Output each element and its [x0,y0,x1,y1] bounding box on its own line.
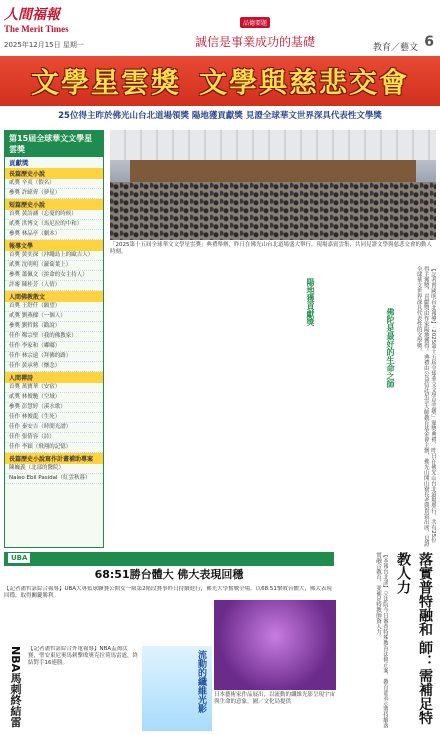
sidebar-winner: 佳作 張倩容（詩） [5,433,103,443]
article-heading-2: 佛陀是最好的生命之師 [386,308,395,388]
headline-banner [0,56,440,106]
photo-caption: 「2025第十五屆全球華文文學星雲獎」典禮舉辦，昨日在佛光山台北道場盛大舉行，現場嘉賓雲集，共同見證文學與慈悲交會的動人時刻。 [110,242,433,255]
sidebar-winner: Naleo Ebil Pasidal（紅雲秋暮） [5,474,103,484]
sidebar-winner: 佳作 林俊龍（生死） [5,413,103,423]
subheadline: 25位得主昨於佛光山台北道場領獎 陽地獲貢獻獎 見證全球華文世界深具代表性文學獎 [58,111,382,121]
sidebar-winner: 佳作 李穎（飛翔的記憶） [5,443,103,453]
sidebar-winner: 佳作 黃承勢（懷念） [5,362,103,372]
headline-part-2: 文學與慈悲交會 [199,66,410,99]
sidebar-winner: 參獎 林品亭（劇本） [5,230,103,240]
sidebar-winner: 佳作 李家和（嘟嘟） [5,342,103,352]
sidebar-category: 報導文學 [5,240,103,251]
headline-part-1: 文學星雲獎 [30,66,181,99]
article-heading-1: 陽地獲貢獻獎 [306,278,315,326]
slogan-text: 誠信是事業成功的基礎 [194,35,315,49]
art-exhibit-photo [214,600,336,690]
uba-tag: UBA [8,553,30,563]
sidebar-category: 人間禪詩 [5,372,103,383]
masthead [0,0,440,56]
logo-english: The Merit Times [4,24,69,34]
sidebar-subtitle: 貢獻獎 [9,159,29,167]
photo-ceiling [110,130,436,160]
slogan-box [190,10,320,50]
sidebar-winner: 貳獎 林俊馳（空域） [5,393,103,403]
sidebar-title: 第15屆全球華文文學星雲獎 [5,131,103,157]
sidebar-winner: 參獎 許暐齊（夢星） [5,189,103,199]
uba-body: 【記者潘哲諺綜合報導】UBA大專籃球聯賽公開女一級第2階段賽事昨日持續進行，佛光大學奮戰全場，以68:51擊敗台體大，佛大表現回穩，取得關鍵勝利。 [4,586,332,599]
sidebar-winner: 參獎 劉哲銘（勸說） [5,322,103,332]
photo-crowd [110,182,436,240]
nba-body: 【記者潘哲諺綜合外電報導】NBA盃淘汰賽，聖安東尼奧馬刺擊敗奧克拉荷馬雷霆，終結對手16連勝。 [28,646,138,666]
sidebar-winner: 貳獎 沈明明（蘿蔔葉上） [5,261,103,271]
special-ed-body: 【本報台北訊】立法院今日審查特殊教育法修正案，教育部表示將持續落實融合教育，並補足特教師資人力。 [375,552,388,728]
sidebar-winner: 貳獎 辛夷（假名） [5,179,103,189]
sidebar-winner: 參獎 蕭佩文（拚命的女主持人） [5,271,103,281]
sidebar-category: 短篇歷史小說 [5,199,103,210]
nba-headline: NBA馬刺終結雷 [9,646,22,728]
sidebar-list [5,168,103,484]
photo-stage [130,160,416,182]
winners-sidebar [4,130,104,548]
sidebar-winner: 貳獎 洪博文（馬尼拉的中和） [5,220,103,230]
sidebar-winner: 佳作 鄭宗聖（我的佛教家） [5,332,103,342]
issue-date: 2025年12月15日 星期一 [4,41,84,49]
uba-band [4,552,334,566]
newspaper-logo [4,4,74,38]
sidebar-winner: 首獎 萬寶華（安宿） [5,383,103,393]
sidebar-winner: 陳巍義（北部的醫院） [5,464,103,474]
special-ed-headline: 落實普特融和 師：需補足特教人力 [395,552,433,725]
sidebar-category: 長篇歷史小說寫作計畫補助專案 [5,453,103,464]
logo-chinese: 人間福報 [4,7,60,23]
main-article [110,266,436,548]
uba-headline: 68:51勝台體大 佛大表現回穩 [94,568,244,581]
sidebar-category: 長篇歷史小說 [5,168,103,179]
sidebar-winner: 貳獎 劉燕樑（一個人） [5,312,103,322]
sidebar-winner: 首獎 黃詩涵（忘憂的時候） [5,210,103,220]
ceremony-photo [110,130,436,240]
blue-art-title: 流動的纖維光影 [196,650,206,713]
sidebar-winner: 首獎 王舒仟（願望） [5,302,103,312]
sidebar-winner: 評審 陳桂芳（人情） [5,281,103,291]
blue-art-panel [142,646,212,731]
page-number: 6 [424,34,434,50]
article-body: 【記者曾國明台北報導】「2025第十五屆全球華文文學星雲獎」頒獎典禮，昨日在佛光山台北道場舉行，共有25位得主獲獎，貢獻獎由作家陽地獲得。典禮由公益信託星雲大師教育基金會主辦，佛光山開山寮長老與貴賓出席，見證全球華文世界深具代表性的文學獎。 [415,266,436,547]
sidebar-winner: 佳作 秦安吉（時間光譜） [5,423,103,433]
sidebar-winner: 佳作 林宗遠（拜佛的路） [5,352,103,362]
slogan-tag: 品德要題 [240,17,270,28]
sidebar-category: 人間佛教散文 [5,291,103,302]
art-exhibit-caption: 日本藝術家作品展出，以流動的纖維光影呈現宇宙與生命的意象。圖／文化局提供 [214,692,336,705]
sidebar-winner: 首獎 黃奕深（沖繩島上的歐吉人） [5,251,103,261]
sidebar-winner: 參獎 彭慧婷（溪水歌） [5,403,103,413]
section-label: 教育／藝文 [372,43,418,53]
